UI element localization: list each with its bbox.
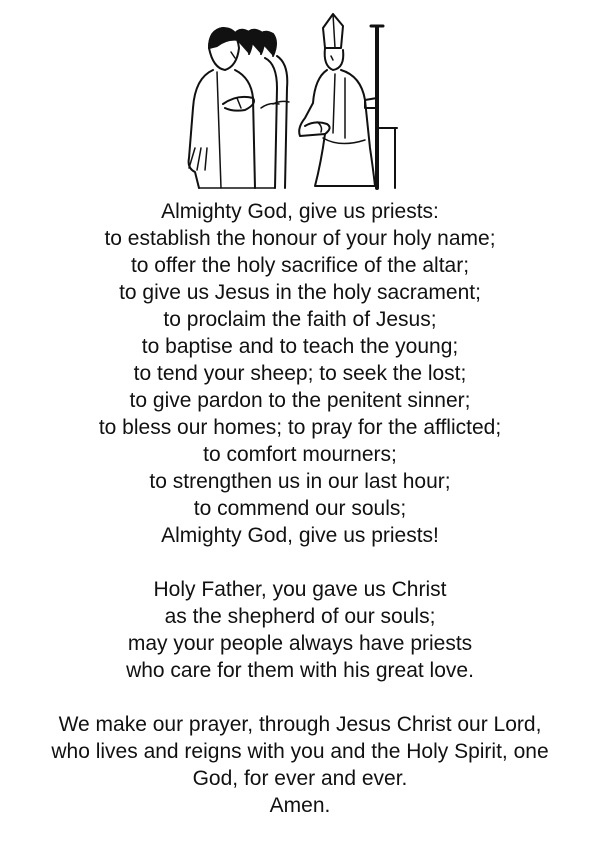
prayer-line: God, for ever and ever.	[192, 767, 408, 790]
prayer-text	[0, 198, 600, 846]
prayer-line: who care for them with his great love.	[126, 659, 474, 682]
prayer-line: may your people always have priests	[127, 632, 473, 655]
prayer-line: to give pardon to the penitent sinner;	[129, 389, 471, 412]
priests-bishop-illustration	[165, 8, 425, 193]
prayer-line: to proclaim the faith of Jesus;	[163, 308, 437, 331]
prayer-line: Almighty God, give us priests!	[161, 524, 439, 547]
stanza-3	[0, 711, 600, 819]
prayer-line: We make our prayer, through Jesus Christ our Lord,	[58, 713, 542, 736]
priests-group	[189, 28, 289, 188]
prayer-line: to establish the honour of your holy name;	[104, 227, 496, 250]
prayer-line: to bless our homes; to pray for the afflicted;	[98, 416, 502, 439]
prayer-line: to baptise and to teach the young;	[141, 335, 459, 358]
prayer-line: to comfort mourners;	[203, 443, 397, 466]
stanza-2	[0, 576, 600, 684]
prayer-line: to commend our souls;	[193, 497, 407, 520]
bishop-chair	[365, 26, 397, 188]
prayer-line: to offer the holy sacrifice of the altar;	[130, 254, 470, 277]
prayer-line: Holy Father, you gave us Christ	[153, 578, 447, 601]
bishop-figure	[299, 14, 375, 186]
prayer-line: to tend your sheep; to seek the lost;	[133, 362, 467, 385]
stanza-1	[0, 198, 600, 549]
prayer-line: who lives and reigns with you and the Holy Spirit, one	[51, 740, 549, 763]
prayer-line: Amen.	[269, 794, 331, 817]
prayer-line: as the shepherd of our souls;	[164, 605, 436, 628]
prayer-line: to strengthen us in our last hour;	[149, 470, 451, 493]
prayer-line: Almighty God, give us priests:	[161, 200, 439, 223]
prayer-line: to give us Jesus in the holy sacrament;	[119, 281, 481, 304]
